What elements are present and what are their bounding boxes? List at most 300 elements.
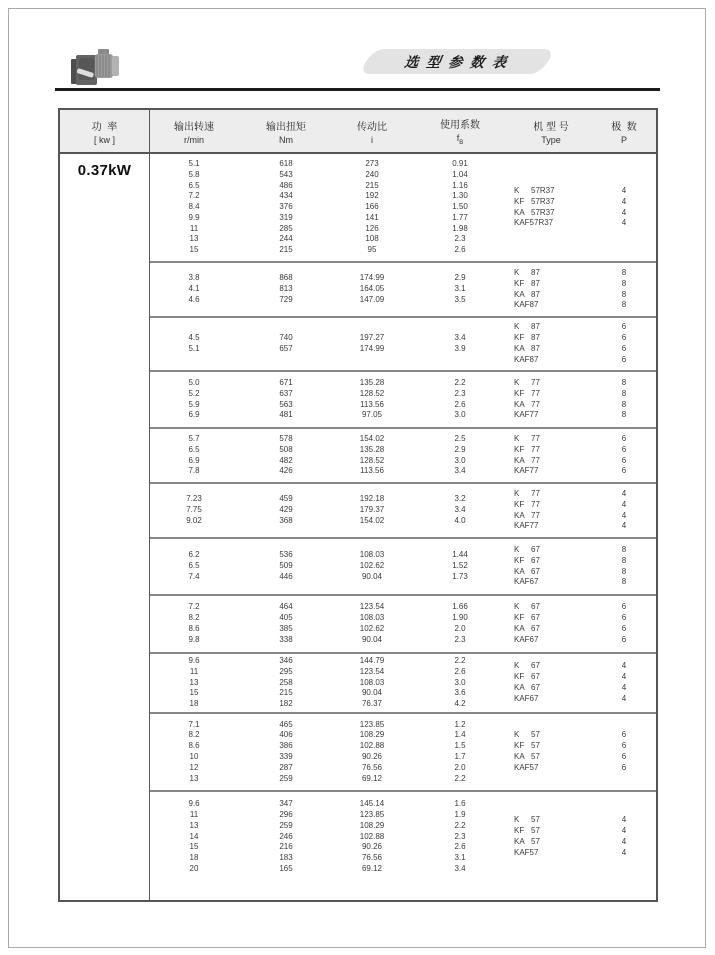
cell-value: 671 (279, 377, 293, 387)
col-output-torque (238, 654, 334, 712)
col-service-factor (410, 429, 510, 482)
type-value (514, 218, 553, 229)
poles-value: 4 (621, 196, 627, 206)
cell-value: 244 (279, 234, 293, 244)
table-block (150, 790, 656, 882)
cell-value: 5.2 (188, 388, 200, 398)
cell-value: 368 (279, 515, 293, 525)
table-block (150, 537, 656, 594)
col-output-torque (238, 596, 334, 652)
cell-value: 113.56 (360, 399, 384, 409)
cell-value: 2.9 (454, 444, 466, 454)
type-size: 77 (531, 488, 540, 498)
cell-value: 7.23 (186, 494, 202, 504)
col-service-factor (410, 154, 510, 261)
cell-value: 729 (279, 294, 293, 304)
cell-value: 6.9 (188, 410, 200, 420)
cell-value: 164.05 (359, 284, 385, 294)
type-value (514, 290, 540, 301)
col-poles (592, 429, 656, 482)
cell-value: 90.26 (361, 752, 383, 761)
type-size: 57 (531, 741, 540, 751)
col-type (510, 429, 592, 482)
cell-value: 6.9 (188, 455, 200, 465)
col-ratio (334, 318, 410, 370)
table-block (150, 652, 656, 712)
type-value (514, 400, 540, 411)
poles-value: 4 (621, 837, 627, 846)
type-prefix: KA (514, 510, 525, 520)
type-prefix: KF (514, 444, 525, 454)
cell-value: 9.6 (188, 799, 200, 809)
col-service-factor (410, 654, 510, 712)
type-size: 57 (531, 815, 540, 825)
gearmotor-photo (70, 45, 124, 88)
cell-value: 3.4 (454, 333, 466, 343)
cell-value: 4.6 (188, 294, 200, 304)
type-prefix: K (514, 488, 520, 498)
cell-value: 2.2 (454, 773, 466, 783)
cell-value: 1.52 (452, 561, 468, 571)
header-output-torque: 输出扭矩 Nm (266, 121, 306, 145)
type-prefix: KF (514, 499, 525, 509)
cell-value: 154.02 (359, 515, 385, 525)
page-title: 选 型 参 数 表 (404, 53, 510, 70)
cell-value: 174.99 (359, 273, 385, 283)
col-poles (592, 792, 656, 882)
cell-value: 18 (189, 699, 199, 709)
cell-value: 3.4 (454, 863, 466, 873)
col-ratio (334, 429, 410, 482)
cell-value: 126 (365, 223, 379, 233)
cell-value: 9.9 (188, 212, 200, 222)
cell-value: 346 (279, 656, 293, 665)
type-value (514, 268, 540, 279)
cell-value: 1.30 (452, 191, 468, 201)
cell-value: 174.99 (359, 344, 385, 353)
type-value (514, 567, 540, 578)
poles-value: 8 (621, 544, 627, 554)
cell-value: 9.6 (188, 656, 200, 665)
cell-value: 113.56 (360, 466, 384, 476)
poles-value: 8 (621, 278, 627, 288)
selection-parameter-table (58, 108, 658, 902)
cell-value: 90.26 (361, 842, 383, 852)
table-body (60, 154, 656, 900)
type-size: 57R37 (531, 196, 555, 206)
col-output-speed (150, 263, 238, 316)
cell-value: 3.1 (454, 853, 466, 863)
cell-value: 2.6 (454, 666, 466, 676)
type-prefix: K (514, 815, 520, 825)
type-value (514, 613, 540, 624)
cell-value: 123.54 (359, 666, 385, 676)
type-size: 67 (531, 672, 540, 682)
cell-value: 637 (279, 388, 293, 398)
col-ratio (334, 372, 410, 427)
cell-value: 165 (279, 863, 293, 873)
col-ratio (334, 263, 410, 316)
cell-value: 1.2 (454, 719, 466, 729)
cell-value: 5.1 (188, 158, 200, 168)
type-value (514, 545, 540, 556)
type-size: 67 (531, 624, 540, 633)
header-rule (55, 88, 660, 91)
cell-value: 13 (189, 677, 199, 687)
type-prefix: KF (514, 388, 525, 398)
cell-value: 3.4 (454, 505, 466, 515)
type-value (514, 355, 538, 366)
type-value (514, 279, 540, 290)
type-prefix: K (514, 433, 520, 443)
poles-value: 6 (621, 433, 627, 443)
table-block (150, 482, 656, 537)
type-prefix: KAF67 (514, 634, 539, 644)
col-service-factor (410, 318, 510, 370)
cell-value: 3.8 (188, 273, 200, 283)
cell-value: 11 (189, 810, 199, 819)
poles-value: 6 (621, 741, 627, 751)
cell-value: 90.04 (361, 634, 383, 644)
type-value (514, 322, 540, 333)
poles-value: 6 (621, 730, 627, 740)
cell-value: 5.1 (188, 344, 200, 353)
type-prefix: KF (514, 741, 525, 751)
cell-value: 482 (279, 455, 293, 465)
cell-value: 108.03 (359, 613, 385, 623)
poles-value: 4 (621, 521, 627, 531)
type-size: 57R37 (531, 207, 555, 217)
cell-value: 13 (189, 820, 199, 830)
cell-value: 8.6 (188, 624, 200, 633)
type-value (514, 208, 555, 219)
type-size: 57 (531, 730, 540, 740)
cell-value: 618 (279, 158, 293, 168)
cell-value: 376 (279, 202, 293, 212)
poles-value: 8 (621, 289, 627, 299)
type-value (514, 410, 538, 421)
cell-value: 135.28 (359, 377, 385, 387)
poles-value: 4 (621, 499, 627, 509)
table-bottom-space (150, 882, 656, 900)
type-value (514, 456, 540, 467)
cell-value: 259 (279, 820, 293, 830)
poles-value: 8 (621, 577, 627, 587)
cell-value: 2.3 (454, 831, 466, 841)
cell-value: 128.52 (359, 455, 385, 465)
col-service-factor (410, 596, 510, 652)
power-column (60, 154, 150, 900)
poles-value: 6 (621, 634, 627, 644)
cell-value: 95 (367, 245, 377, 255)
type-value (514, 389, 540, 400)
poles-value: 4 (621, 847, 627, 857)
cell-value: 215 (279, 688, 293, 698)
poles-value: 6 (621, 624, 627, 633)
cell-value: 3.0 (454, 677, 466, 687)
cell-value: 76.37 (361, 699, 383, 709)
cell-value: 20 (189, 863, 199, 873)
cell-value: 102.88 (359, 831, 385, 841)
cell-value: 7.1 (188, 719, 200, 729)
cell-value: 15 (189, 245, 199, 255)
poles-value: 6 (621, 322, 627, 332)
type-size: 77 (531, 433, 540, 443)
cell-value: 813 (279, 284, 293, 294)
col-ratio (334, 154, 410, 261)
cell-value: 459 (279, 494, 293, 504)
type-prefix: KA (514, 207, 525, 217)
cell-value: 12 (189, 762, 199, 772)
cell-value: 2.6 (454, 245, 466, 255)
cell-value: 246 (279, 831, 293, 841)
cell-value: 2.2 (454, 820, 466, 830)
col-ratio (334, 596, 410, 652)
cell-value: 8.6 (188, 741, 200, 751)
poles-value: 4 (621, 826, 627, 836)
cell-value: 141 (365, 212, 379, 222)
type-size: 87 (531, 333, 540, 343)
poles-value: 8 (621, 555, 627, 565)
type-prefix: KF (514, 672, 525, 682)
cell-value: 434 (279, 191, 293, 201)
poles-value: 4 (621, 683, 627, 692)
type-value (514, 683, 540, 694)
type-value (514, 333, 540, 344)
cell-value: 1.44 (452, 550, 468, 560)
cell-value: 90.04 (361, 688, 383, 698)
cell-value: 69.12 (361, 863, 383, 873)
header-ratio: 传动比 i (357, 121, 387, 145)
cell-value: 123.54 (359, 602, 385, 612)
poles-value: 8 (621, 388, 627, 398)
poles-value: 4 (621, 672, 627, 682)
col-service-factor (410, 539, 510, 594)
cell-value: 7.4 (188, 571, 200, 581)
poles-value: 6 (621, 752, 627, 761)
cell-value: 5.7 (188, 433, 200, 443)
cell-value: 405 (279, 613, 293, 623)
type-prefix: KF (514, 333, 525, 343)
cell-value: 197.27 (359, 333, 385, 343)
type-prefix: KA (514, 683, 525, 692)
type-prefix: KA (514, 455, 525, 465)
header-output-speed: 输出转速 r/min (174, 121, 214, 145)
cell-value: 2.2 (454, 656, 466, 665)
cell-value: 13 (189, 234, 199, 244)
col-service-factor (410, 372, 510, 427)
cell-value: 108 (365, 234, 379, 244)
type-prefix: KAF67 (514, 577, 539, 587)
col-output-speed (150, 792, 238, 882)
header-power: 功 率 [ kw ] (60, 110, 150, 152)
cell-value: 543 (279, 169, 293, 179)
cell-value: 2.2 (454, 377, 466, 387)
poles-value: 6 (621, 354, 627, 364)
col-output-torque (238, 484, 334, 537)
cell-value: 3.1 (454, 284, 466, 294)
cell-value: 108.03 (359, 550, 385, 560)
cell-value: 192.18 (359, 494, 385, 504)
type-value (514, 848, 538, 859)
cell-value: 2.6 (454, 399, 466, 409)
type-prefix: KAF77 (514, 521, 539, 531)
type-size: 67 (531, 566, 540, 576)
header-poles: 极 数 P (611, 121, 637, 145)
type-value (514, 500, 540, 511)
cell-value: 465 (279, 719, 293, 729)
type-size: 87 (531, 344, 540, 353)
poles-value: 6 (621, 455, 627, 465)
cell-value: 6.5 (188, 444, 200, 454)
col-output-speed (150, 714, 238, 790)
cell-value: 108.29 (359, 730, 385, 740)
col-type (510, 539, 592, 594)
cell-value: 386 (279, 741, 293, 751)
type-value (514, 378, 540, 389)
type-value (514, 197, 555, 208)
cell-value: 135.28 (359, 444, 385, 454)
col-poles (592, 484, 656, 537)
type-value (514, 826, 540, 837)
cell-value: 216 (279, 842, 293, 852)
type-size: 77 (531, 455, 540, 465)
cell-value: 1.6 (454, 799, 466, 809)
type-size: 77 (531, 510, 540, 520)
type-value (514, 815, 540, 826)
type-prefix: K (514, 544, 520, 554)
cell-value: 123.85 (359, 810, 385, 819)
type-size: 67 (531, 661, 540, 671)
cell-value: 97.05 (361, 410, 383, 420)
cell-value: 182 (279, 699, 293, 709)
cell-value: 9.02 (186, 515, 202, 525)
cell-value: 1.66 (452, 602, 468, 612)
cell-value: 108.29 (359, 820, 385, 830)
col-type (510, 154, 592, 261)
table-body-blocks (150, 154, 656, 900)
type-prefix: KF (514, 826, 525, 836)
col-ratio (334, 484, 410, 537)
col-output-speed (150, 429, 238, 482)
power-rating: 0.37kW (77, 162, 132, 179)
table-header-row (60, 110, 656, 154)
cell-value: 166 (365, 202, 379, 212)
cell-value: 1.4 (454, 730, 466, 740)
cell-value: 1.04 (452, 169, 468, 179)
type-prefix: KA (514, 624, 525, 633)
cell-value: 406 (279, 730, 293, 740)
col-output-torque (238, 372, 334, 427)
type-value (514, 661, 540, 672)
cell-value: 509 (279, 561, 293, 571)
cell-value: 192 (365, 191, 379, 201)
poles-value: 4 (621, 510, 627, 520)
cell-value: 144.79 (359, 656, 385, 665)
type-prefix: KA (514, 752, 525, 761)
poles-value: 4 (621, 207, 627, 217)
cell-value: 1.7 (454, 752, 466, 761)
cell-value: 15 (189, 688, 199, 698)
cell-value: 215 (279, 245, 293, 255)
type-prefix: KF (514, 555, 525, 565)
col-poles (592, 714, 656, 790)
type-size: 87 (531, 322, 540, 332)
type-prefix: K (514, 185, 520, 195)
cell-value: 145.14 (359, 799, 385, 809)
cell-value: 215 (365, 180, 379, 190)
col-output-speed (150, 154, 238, 261)
table-block (150, 427, 656, 482)
type-value (514, 763, 538, 774)
col-type (510, 792, 592, 882)
type-prefix: KAF77 (514, 466, 539, 476)
cell-value: 273 (365, 158, 379, 168)
type-size: 67 (531, 555, 540, 565)
col-output-speed (150, 318, 238, 370)
cell-value: 536 (279, 550, 293, 560)
poles-value: 6 (621, 344, 627, 353)
table-block (150, 712, 656, 790)
type-prefix: KF (514, 278, 525, 288)
col-output-torque (238, 539, 334, 594)
cell-value: 183 (279, 853, 293, 863)
type-value (514, 521, 538, 532)
type-value (514, 624, 540, 635)
poles-value: 8 (621, 566, 627, 576)
col-output-speed (150, 539, 238, 594)
title-banner (357, 49, 557, 74)
type-size: 67 (531, 613, 540, 623)
col-poles (592, 539, 656, 594)
col-ratio (334, 539, 410, 594)
cell-value: 240 (365, 169, 379, 179)
cell-value: 295 (279, 666, 293, 676)
cell-value: 385 (279, 624, 293, 633)
poles-value: 8 (621, 267, 627, 277)
poles-value: 4 (621, 185, 627, 195)
type-size: 87 (531, 267, 540, 277)
type-prefix: KAF57 (514, 847, 539, 857)
cell-value: 2.6 (454, 842, 466, 852)
cell-value: 446 (279, 571, 293, 581)
col-ratio (334, 714, 410, 790)
type-size: 77 (531, 399, 540, 409)
type-value (514, 602, 540, 613)
cell-value: 14 (189, 831, 199, 841)
col-output-speed (150, 654, 238, 712)
type-prefix: K (514, 267, 520, 277)
cell-value: 8.2 (188, 730, 200, 740)
cell-value: 1.90 (452, 613, 468, 623)
type-prefix: KAF67 (514, 693, 539, 703)
col-output-torque (238, 154, 334, 261)
col-output-torque (238, 714, 334, 790)
cell-value: 4.2 (454, 699, 466, 709)
type-size: 87 (531, 289, 540, 299)
poles-value: 6 (621, 466, 627, 476)
type-value (514, 577, 538, 588)
cell-value: 563 (279, 399, 293, 409)
cell-value: 1.5 (454, 741, 466, 751)
type-value (514, 694, 538, 705)
col-ratio (334, 792, 410, 882)
type-size: 77 (531, 444, 540, 454)
type-value (514, 300, 538, 311)
cell-value: 2.5 (454, 433, 466, 443)
cell-value: 285 (279, 223, 293, 233)
table-block (150, 370, 656, 427)
